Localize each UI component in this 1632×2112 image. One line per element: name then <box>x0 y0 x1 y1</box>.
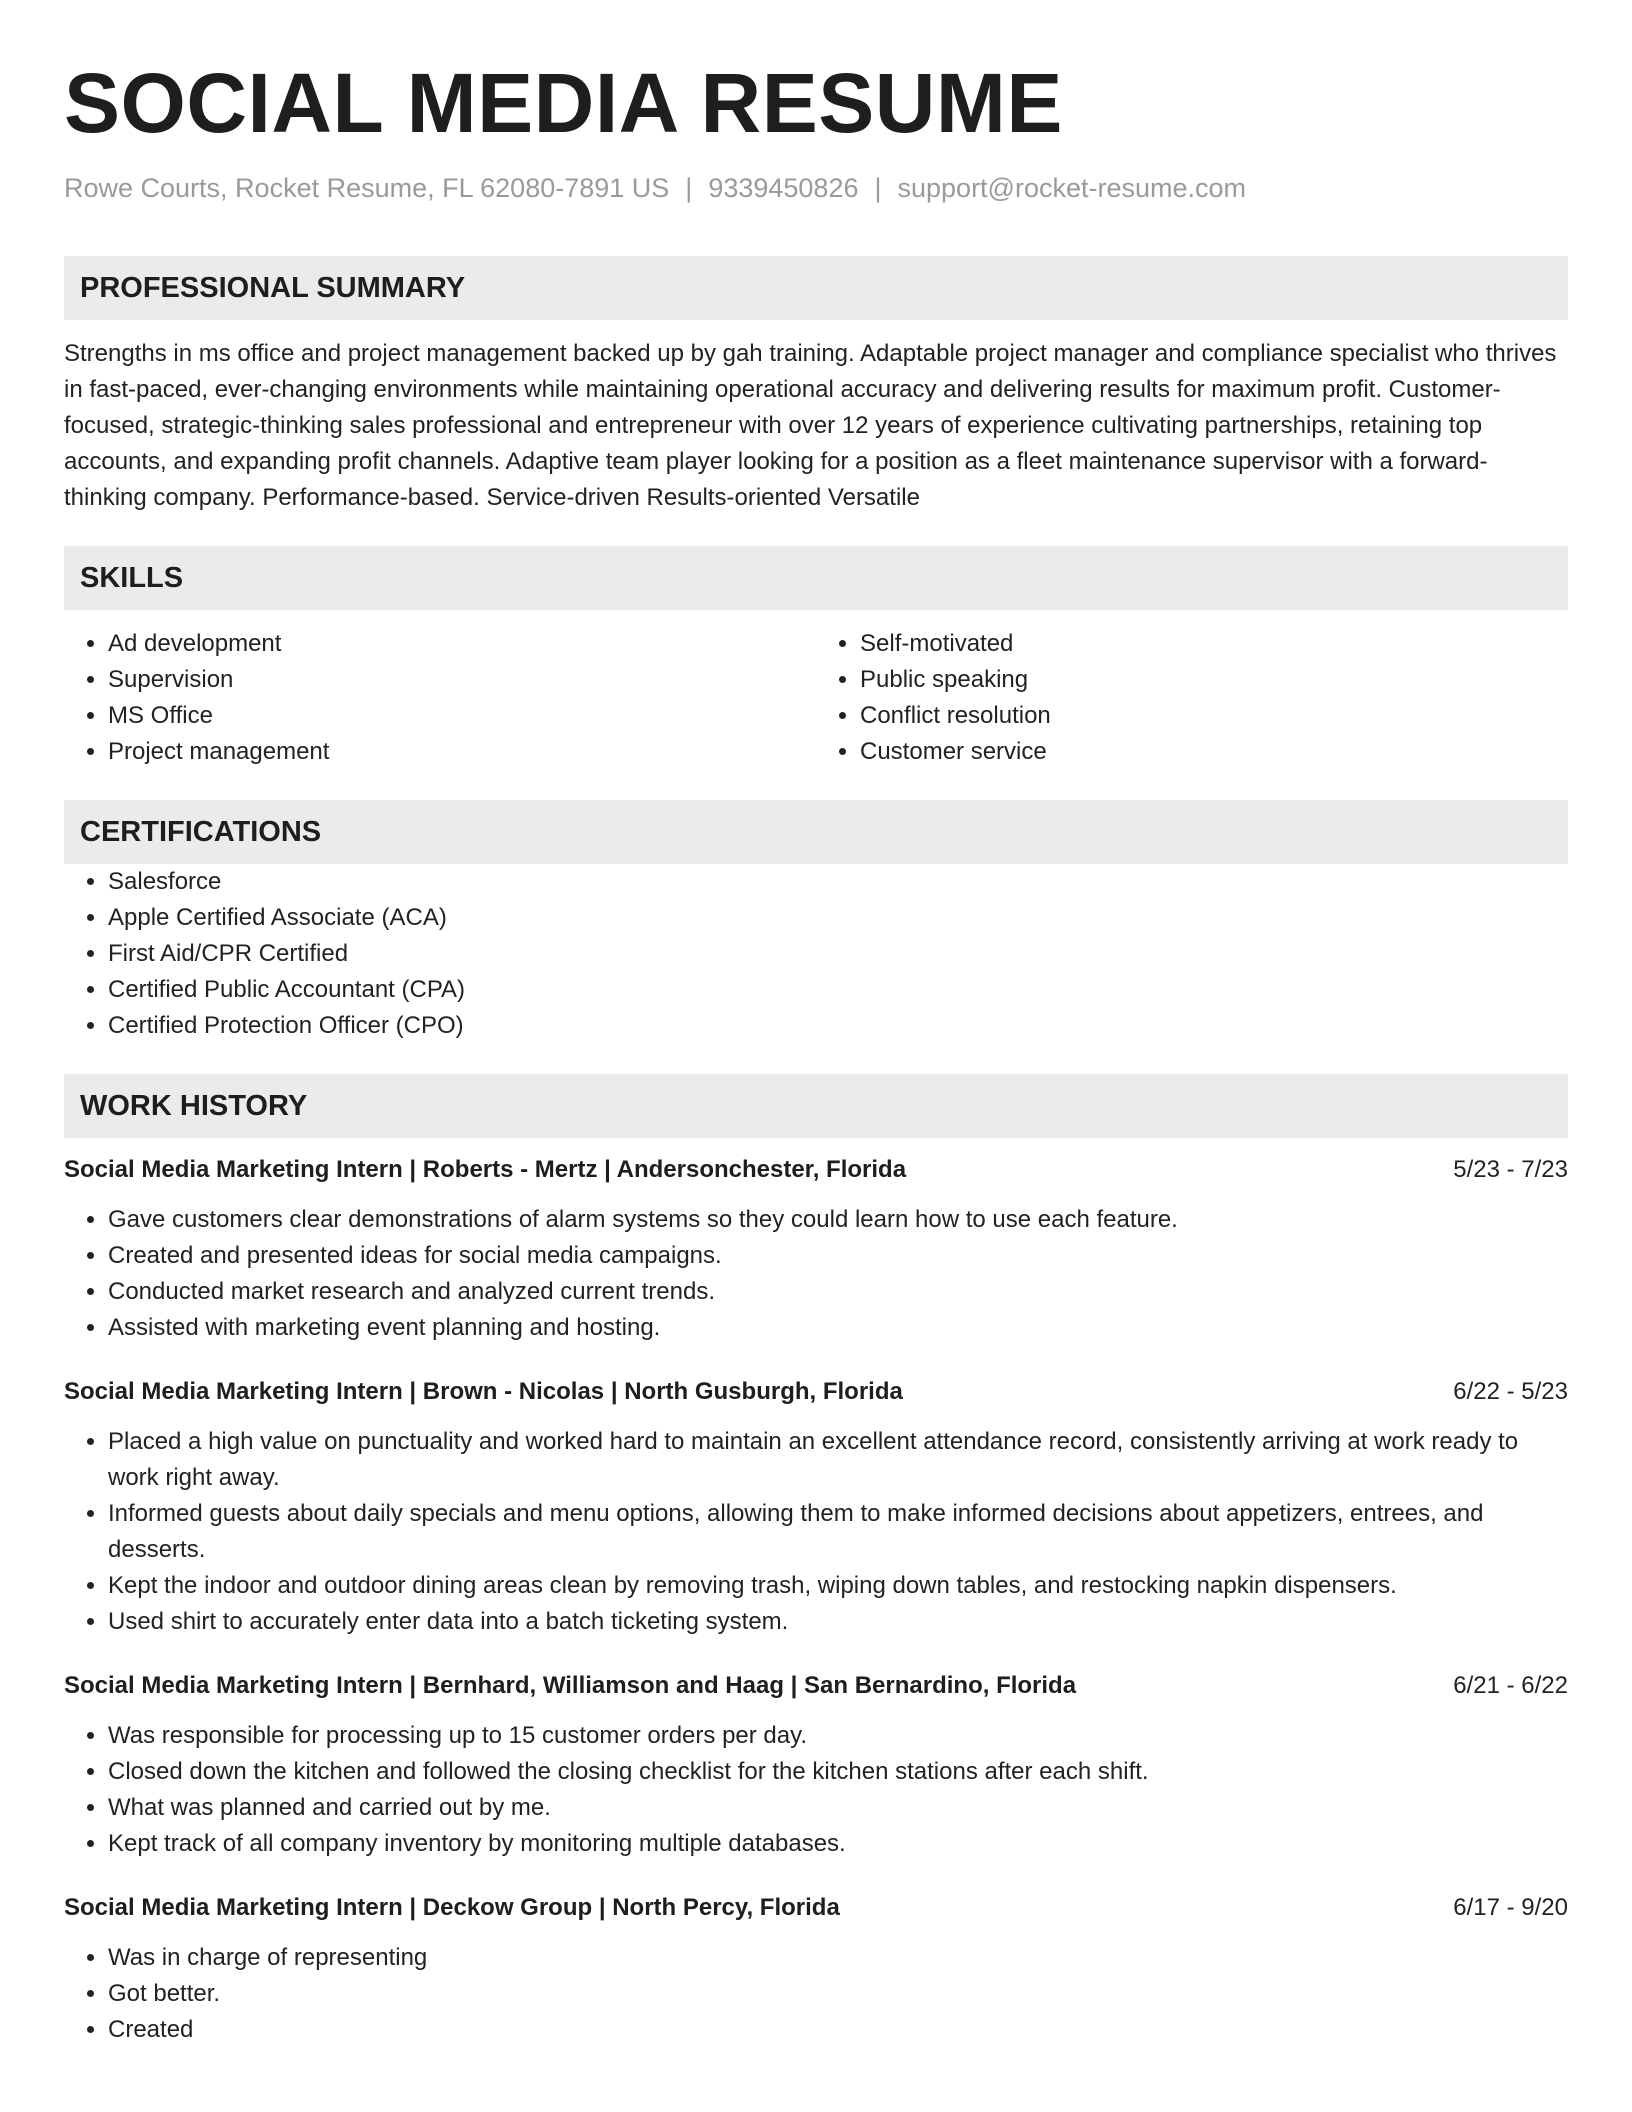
section-header-skills: SKILLS <box>64 546 1568 610</box>
job-bullet: • Informed guests about daily specials and menu options, allowing them to make informed decisions about appetizers, entrees, and desserts. <box>108 1496 1568 1568</box>
job-header <box>64 1152 1568 1188</box>
skills-list-left <box>64 626 816 770</box>
skill-item: • Customer service <box>860 734 1568 770</box>
job-header <box>64 1668 1568 1704</box>
job-bullet: • Used shirt to accurately enter data into a batch ticketing system. <box>108 1604 1568 1640</box>
job-bullets <box>64 1718 1568 1862</box>
certification-item: • Certified Public Accountant (CPA) <box>108 972 1568 1008</box>
contact-email: support@rocket-resume.com <box>897 173 1247 203</box>
job-bullet: • Conducted market research and analyzed current trends. <box>108 1274 1568 1310</box>
job-bullets <box>64 1202 1568 1346</box>
certification-item: • First Aid/CPR Certified <box>108 936 1568 972</box>
job-dates: 6/22 - 5/23 <box>1453 1378 1568 1405</box>
job-bullet: • Created and presented ideas for social media campaigns. <box>108 1238 1568 1274</box>
contact-address: Rowe Courts, Rocket Resume, FL 62080-7891 US <box>64 173 670 203</box>
contact-phone: 9339450826 <box>708 173 859 203</box>
job-header <box>64 1890 1568 1926</box>
section-header-certifications: CERTIFICATIONS <box>64 800 1568 864</box>
skill-item: • Project management <box>108 734 816 770</box>
summary-text: Strengths in ms office and project management backed up by gah training. Adaptable project manager and compliance specialist who thrives in fast-paced, ever-changing environments while maintaining operational accuracy and delivering results for maximum profit. Customer-focused, strategic-thinking sales professional and entrepreneur with over 12 years of experience cultivating partnerships, retaining top accounts, and expanding profit channels. Adaptive team player looking for a position as a fleet maintenance supervisor with a forward-thinking company. Performance-based. Service-driven Results-oriented Versatile <box>64 340 1557 511</box>
skills-list-right <box>816 626 1568 770</box>
section-header-work-history: WORK HISTORY <box>64 1074 1568 1138</box>
contact-line <box>64 170 1568 206</box>
skills-grid <box>64 626 1568 770</box>
resume-page <box>64 48 1568 2048</box>
job-bullets <box>64 1424 1568 1640</box>
job-header <box>64 1374 1568 1410</box>
section-header-summary: PROFESSIONAL SUMMARY <box>64 256 1568 320</box>
job-bullet: • What was planned and carried out by me. <box>108 1790 1568 1826</box>
job-bullet: • Closed down the kitchen and followed the closing checklist for the kitchen stations after each shift. <box>108 1754 1568 1790</box>
job-bullet: • Placed a high value on punctuality and worked hard to maintain an excellent attendance record, consistently arriving at work ready to work right away. <box>108 1424 1568 1496</box>
job-bullets <box>64 1940 1568 2048</box>
skill-item: • Ad development <box>108 626 816 662</box>
skill-item: • Supervision <box>108 662 816 698</box>
job-entry <box>64 1890 1568 2048</box>
certification-item: • Certified Protection Officer (CPO) <box>108 1008 1568 1044</box>
skill-item: • Public speaking <box>860 662 1568 698</box>
job-dates: 6/17 - 9/20 <box>1453 1894 1568 1921</box>
job-bullet: • Assisted with marketing event planning and hosting. <box>108 1310 1568 1346</box>
resume-title: SOCIAL MEDIA RESUME <box>64 56 1063 150</box>
job-bullet: • Kept track of all company inventory by monitoring multiple databases. <box>108 1826 1568 1862</box>
job-bullet: • Got better. <box>108 1976 1568 2012</box>
job-dates: 6/21 - 6/22 <box>1453 1672 1568 1699</box>
contact-separator: | <box>874 173 882 203</box>
job-title: Social Media Marketing Intern | Bernhard, Williamson and Haag | San Bernardino, Florida <box>64 1672 1077 1699</box>
job-dates: 5/23 - 7/23 <box>1453 1156 1568 1183</box>
job-title: Social Media Marketing Intern | Roberts - Mertz | Andersonchester, Florida <box>64 1156 907 1183</box>
certifications-list <box>64 864 1568 1044</box>
job-title: Social Media Marketing Intern | Brown - Nicolas | North Gusburgh, Florida <box>64 1378 903 1405</box>
job-title: Social Media Marketing Intern | Deckow Group | North Percy, Florida <box>64 1894 840 1921</box>
job-entry <box>64 1374 1568 1640</box>
job-bullet: • Was in charge of representing <box>108 1940 1568 1976</box>
skill-item: • MS Office <box>108 698 816 734</box>
job-bullet: • Was responsible for processing up to 15 customer orders per day. <box>108 1718 1568 1754</box>
job-entry <box>64 1152 1568 1346</box>
job-bullet: • Kept the indoor and outdoor dining areas clean by removing trash, wiping down tables, and restocking napkin dispensers. <box>108 1568 1568 1604</box>
job-bullet: • Gave customers clear demonstrations of alarm systems so they could learn how to use each feature. <box>108 1202 1568 1238</box>
job-bullet: • Created <box>108 2012 1568 2048</box>
certification-item: • Salesforce <box>108 864 1568 900</box>
skill-item: • Conflict resolution <box>860 698 1568 734</box>
job-entry <box>64 1668 1568 1862</box>
certification-item: • Apple Certified Associate (ACA) <box>108 900 1568 936</box>
contact-separator: | <box>685 173 693 203</box>
skill-item: • Self-motivated <box>860 626 1568 662</box>
